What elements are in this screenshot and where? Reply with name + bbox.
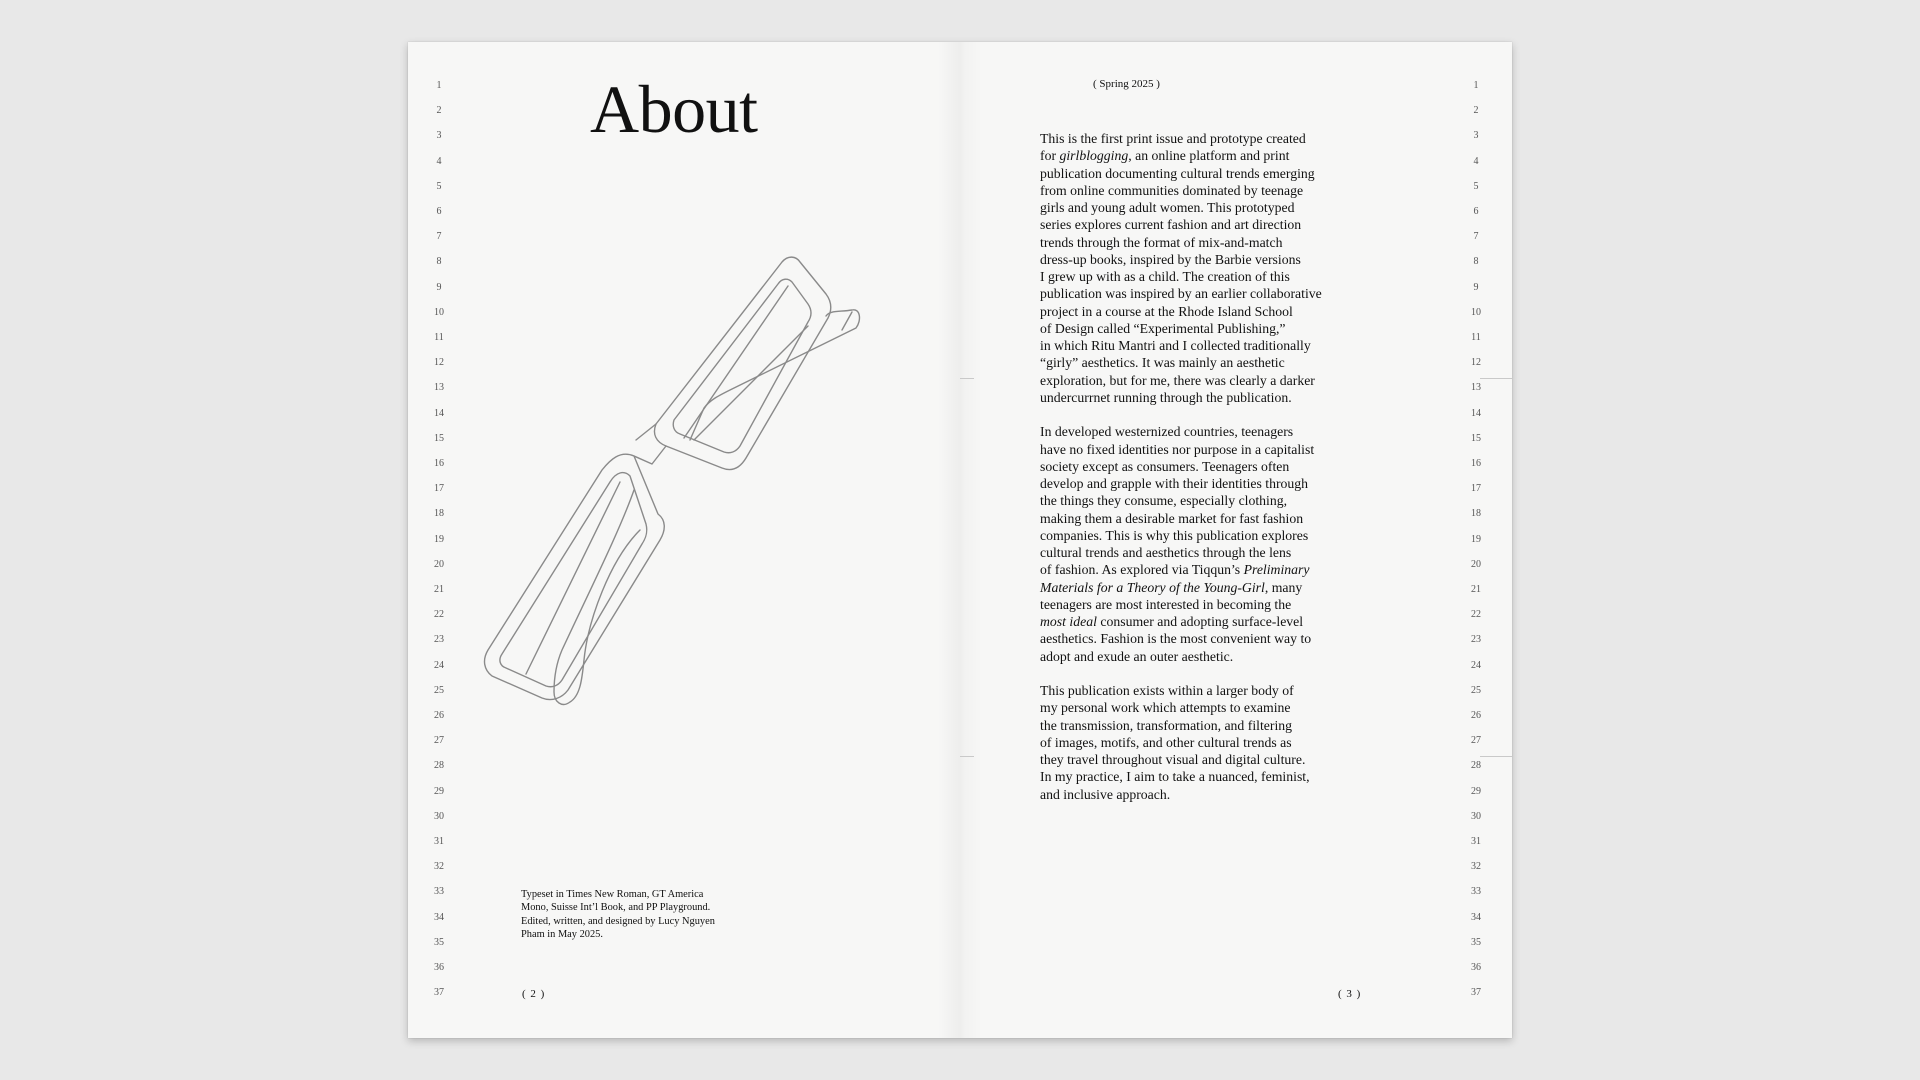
gutter-tick (960, 756, 974, 757)
line-number: 26 (434, 710, 444, 721)
line-number: 3 (1473, 130, 1479, 142)
text-line: I grew up with as a child. The creation of this (1040, 269, 1290, 284)
text-line: teenagers are most interested in becoming the (1040, 596, 1292, 612)
text-line: making them a desirable market for fast fashion (1040, 510, 1304, 526)
text-line: This publication exists within a larger body of (1040, 683, 1294, 698)
gutter-tick (960, 378, 974, 379)
line-number: 3 (436, 130, 442, 142)
line-number: 2 (436, 105, 442, 117)
body-paragraph (1040, 130, 1360, 406)
line-number: 22 (434, 609, 444, 621)
line-number: 24 (1471, 659, 1481, 671)
line-number: 15 (1471, 432, 1481, 444)
line-number: 31 (1471, 836, 1481, 847)
text-line: Materials for a Theory of the Young-Girl, many (1040, 579, 1303, 595)
line-number: 5 (436, 180, 442, 192)
line-number: 23 (434, 634, 444, 646)
text-line: most ideal consumer and adopting surface-level (1040, 614, 1304, 629)
line-number: 18 (434, 508, 444, 520)
line-number: 19 (1471, 533, 1481, 545)
text-line: In developed westernized countries, teenagers (1040, 424, 1294, 440)
colophon (521, 888, 731, 942)
issue-season: ( Spring 2025 ) (1093, 78, 1160, 90)
line-number: 17 (434, 483, 444, 495)
line-number: 1 (436, 80, 442, 91)
eyeglasses-icon (470, 250, 900, 750)
text-line: of fashion. As explored via Tiqqun’s Preliminary (1040, 562, 1310, 578)
line-number: 4 (436, 155, 442, 167)
spine-gutter (938, 42, 982, 1038)
text-line: from online communities dominated by teenage (1040, 182, 1304, 198)
text-line: the transmission, transformation, and filtering (1040, 717, 1293, 733)
line-number: 10 (1471, 306, 1481, 318)
line-number: 27 (1471, 735, 1481, 747)
text-line: series explores current fashion and art direction (1040, 217, 1302, 233)
text-line: society except as consumers. Teenagers often (1040, 458, 1290, 474)
text-line: in which Ritu Mantri and I collected traditionally (1040, 338, 1311, 353)
line-number: 4 (1473, 155, 1479, 167)
line-number: 16 (434, 458, 444, 469)
text-line: for girlblogging, an online platform and print (1040, 148, 1290, 164)
line-number: 14 (434, 407, 444, 419)
line-number: 35 (1471, 936, 1481, 948)
page-number-right: ( 3 ) (1338, 988, 1362, 1000)
colophon-line: Mono, Suisse Int’l Book, and PP Playground. (521, 902, 711, 914)
line-number: 7 (436, 231, 442, 243)
line-number: 6 (1473, 206, 1479, 217)
line-number: 28 (1471, 760, 1481, 772)
line-number: 8 (1473, 256, 1479, 268)
line-number: 15 (434, 432, 444, 444)
line-number: 10 (434, 306, 444, 318)
text-line: publication documenting cultural trends emerging (1040, 165, 1315, 181)
line-number: 24 (434, 659, 444, 671)
text-line: exploration, but for me, there was clearly a darker (1040, 372, 1315, 388)
text-line: develop and grapple with their identities through (1040, 476, 1309, 491)
line-number: 1 (1473, 80, 1479, 91)
edge-tick (1480, 756, 1512, 757)
text-line: have no fixed identities nor purpose in a capitalist (1040, 441, 1315, 457)
text-line: dress-up books, inspired by the Barbie versions (1040, 251, 1301, 267)
text-line: companies. This is why this publication explores (1040, 527, 1309, 543)
text-line: aesthetics. Fashion is the most convenient way to (1040, 631, 1312, 647)
line-number: 22 (1471, 609, 1481, 621)
colophon-line: Edited, written, and designed by Lucy Nguyen (521, 915, 715, 927)
line-number: 11 (434, 332, 444, 343)
text-line: they travel throughout visual and digital culture. (1040, 752, 1306, 767)
text-line: publication was inspired by an earlier collaborative (1040, 286, 1322, 302)
line-number: 17 (1471, 483, 1481, 495)
line-number: 7 (1473, 231, 1479, 243)
line-number: 21 (434, 584, 444, 595)
colophon-line: Typeset in Times New Roman, GT America (521, 889, 704, 900)
text-line: This is the first print issue and prototype created (1040, 131, 1306, 146)
text-line: In my practice, I aim to take a nuanced, feminist, (1040, 769, 1310, 785)
text-line: of Design called “Experimental Publishing,” (1040, 320, 1286, 336)
line-number: 32 (1471, 861, 1481, 873)
colophon-line: Pham in May 2025. (521, 929, 603, 941)
text-line: my personal work which attempts to examine (1040, 700, 1291, 716)
line-number: 9 (436, 281, 442, 293)
line-number: 5 (1473, 180, 1479, 192)
line-number: 2 (1473, 105, 1479, 117)
line-number: 32 (434, 861, 444, 873)
body-paragraph (1040, 423, 1360, 665)
line-number: 20 (434, 558, 444, 570)
line-number: 29 (1471, 785, 1481, 797)
line-number: 37 (1471, 987, 1481, 999)
text-line: cultural trends and aesthetics through the lens (1040, 545, 1292, 560)
text-line: adopt and exude an outer aesthetic. (1040, 648, 1234, 664)
page-number-left: ( 2 ) (522, 988, 546, 1000)
line-number: 21 (1471, 584, 1481, 595)
line-number: 28 (434, 760, 444, 772)
line-number: 37 (434, 987, 444, 999)
line-number: 31 (434, 836, 444, 847)
line-number: 33 (1471, 886, 1481, 898)
text-line: trends through the format of mix-and-match (1040, 234, 1283, 250)
line-number: 35 (434, 936, 444, 948)
line-number: 23 (1471, 634, 1481, 646)
line-number: 34 (1471, 911, 1481, 923)
line-number: 12 (434, 357, 444, 369)
line-number: 12 (1471, 357, 1481, 369)
line-number: 19 (434, 533, 444, 545)
line-number: 13 (434, 382, 444, 394)
line-number: 27 (434, 735, 444, 747)
page-title: About (590, 71, 758, 147)
line-number: 9 (1473, 281, 1479, 293)
text-line: of images, motifs, and other cultural trends as (1040, 734, 1292, 750)
text-line: undercurrnet running through the publication. (1040, 389, 1292, 405)
line-number: 18 (1471, 508, 1481, 520)
line-number: 8 (436, 256, 442, 268)
line-number: 34 (434, 911, 444, 923)
text-line: “girly” aesthetics. It was mainly an aesthetic (1040, 355, 1285, 371)
line-number: 25 (434, 684, 444, 696)
body-text (1040, 130, 1360, 820)
line-number: 33 (434, 886, 444, 898)
text-line: and inclusive approach. (1040, 786, 1171, 802)
line-number: 20 (1471, 558, 1481, 570)
line-number: 6 (436, 206, 442, 217)
body-paragraph (1040, 682, 1360, 803)
edge-tick (1480, 378, 1512, 379)
line-number: 30 (1471, 810, 1481, 822)
text-line: the things they consume, especially clothing, (1040, 493, 1288, 509)
line-number: 36 (1471, 962, 1481, 973)
line-number: 30 (434, 810, 444, 822)
line-number: 16 (1471, 458, 1481, 469)
line-number: 11 (1471, 332, 1481, 343)
line-number: 29 (434, 785, 444, 797)
text-line: project in a course at the Rhode Island School (1040, 303, 1293, 319)
line-number: 26 (1471, 710, 1481, 721)
line-number: 25 (1471, 684, 1481, 696)
line-number: 36 (434, 962, 444, 973)
text-line: girls and young adult women. This prototyped (1040, 200, 1295, 215)
line-number: 14 (1471, 407, 1481, 419)
line-number: 13 (1471, 382, 1481, 394)
